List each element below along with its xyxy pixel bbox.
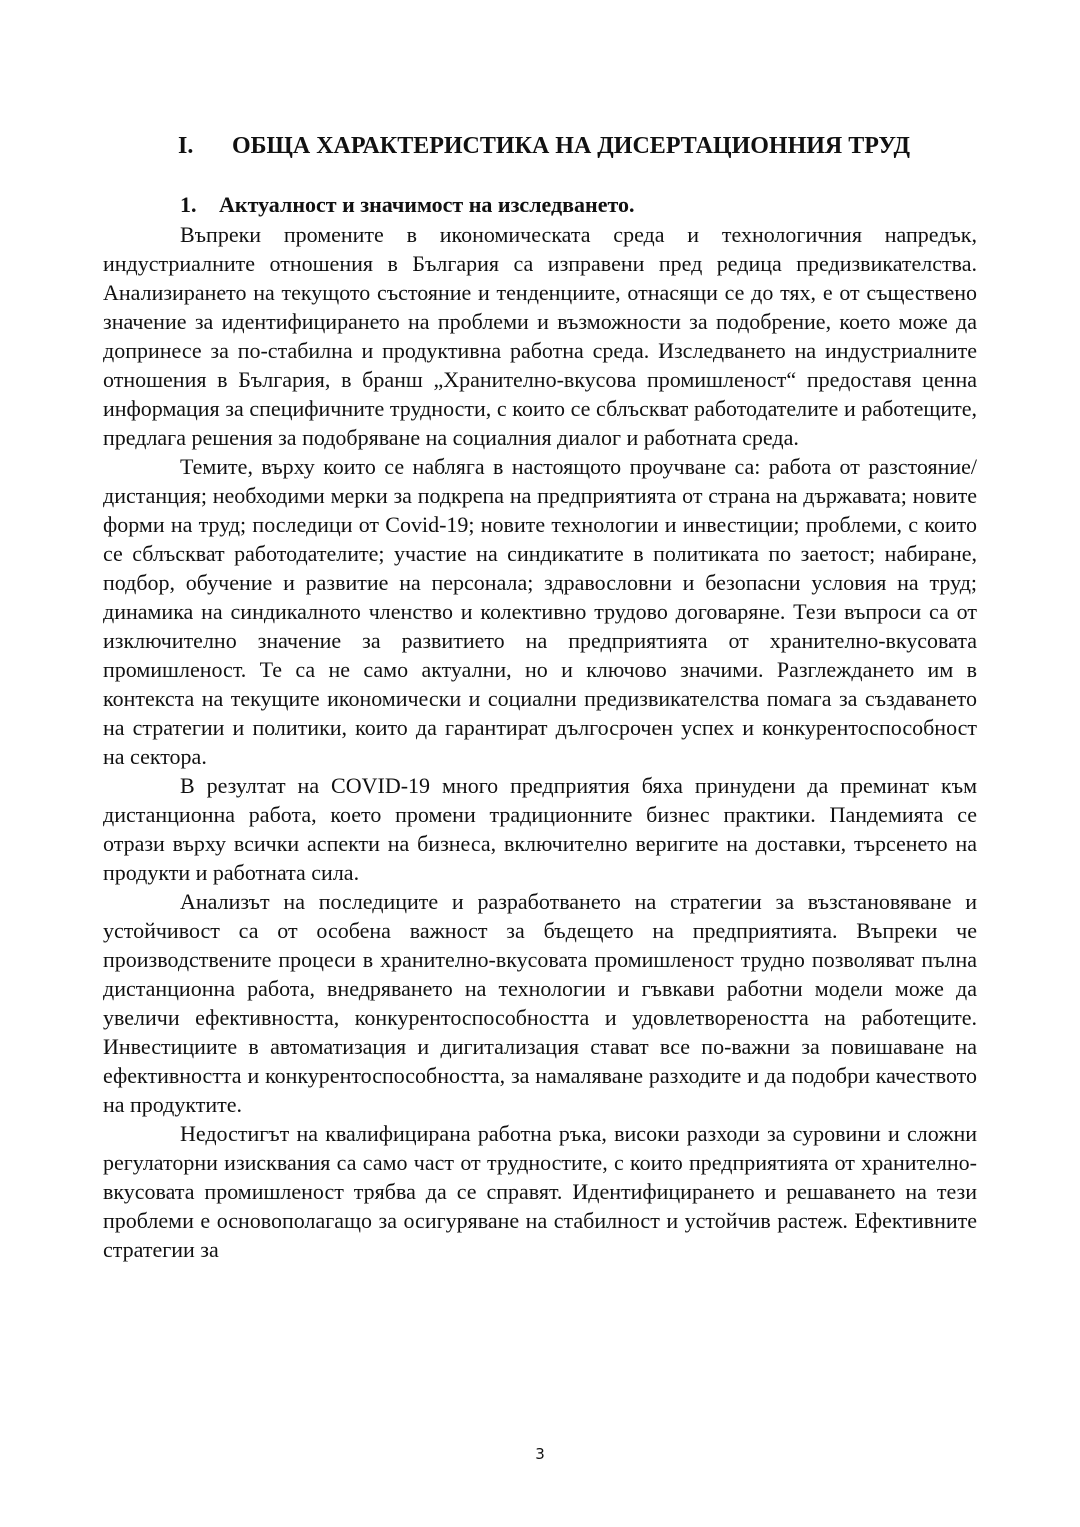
paragraph: Темите, върху които се набляга в настоящото проучване са: работа от разстояние/дистанция; необходими мерки за подкрепа на предприятията от страна на държавата; новите форми на труд; последици от Covid-19; новите технологии и инвестиции; проблеми, с които се сблъскват работодателите; участие на синдикатите в политиката по заетост; набиране, подбор, обучение и развитие на персонала; здравословни и безопасни условия на труд; динамика на синдикалното членство и колективно трудово договаряне. Тези въпроси са от изключително значение за развитието на предприятията от хранително-вкусовата промишленост. Те са не само актуални, но и ключово значими. Разглеждането им в контекста на текущите икономически и социални предизвикателства помага за създаването на стратегии и политики, които да гарантират дългосрочен успех и конкурентоспособност на сектора.: [103, 454, 977, 769]
section-heading: [180, 190, 980, 219]
section-number: 1.: [180, 192, 197, 217]
chapter-heading: [178, 130, 978, 162]
body-text: [103, 220, 977, 1264]
section-title: Актуалност и значимост на изследването.: [219, 192, 635, 217]
chapter-number: I.: [178, 133, 194, 159]
paragraph: В резултат на COVID-19 много предприятия бяха принудени да преминат към дистанционна работа, което промени традиционните бизнес практики. Пандемията се отрази върху всички аспекти на бизнеса, включително веригите на доставки, търсенето на продукти и работната сила.: [103, 773, 977, 885]
paragraph: Недостигът на квалифицирана работна ръка, високи разходи за суровини и сложни регулаторни изисквания са само част от трудностите, с които предприятията от хранително-вкусовата промишленост трябва да се справят. Идентифицирането и решаването на тези проблеми е основополагащо за осигуряване на стабилност и устойчив растеж. Ефективните стратегии за: [103, 1121, 977, 1262]
paragraph: Анализът на последиците и разработването на стратегии за възстановяване и устойчивост са от особена важност за бъдещето на предприятията. Въпреки че производствените процеси в хранително-вкусовата промишленост трудно позволяват пълна дистанционна работа, внедряването на технологии и гъвкави работни модели може да увеличи ефективността, конкурентоспособността и удовлетвореността на работещите. Инвестициите в автоматизация и дигитализация стават все по-важни за повишаване на ефективността и конкурентоспособността, за намаляване разходите и да подобри качеството на продуктите.: [103, 889, 977, 1117]
page-number: 3: [535, 1445, 545, 1463]
paragraph: Въпреки промените в икономическата среда и технологичния напредък, индустриалните отношения в България са изправени пред редица предизвикателства. Анализирането на текущото състояние и тенденциите, отнасящи се до тях, е от съществено значение за идентифицирането на проблеми и възможности за подобрение, което може да допринесе за по-стабилна и продуктивна работна среда. Изследването на индустриалните отношения в България, в бранш „Хранително-вкусова промишленост“ предоставя ценна информация за специфичните трудности, с които се сблъскват работодателите и работещите, предлага решения за подобряване на социалния диалог и работната среда.: [103, 222, 977, 450]
chapter-title: ОБЩА ХАРАКТЕРИСТИКА НА ДИСЕРТАЦИОННИЯ ТРУД: [232, 133, 911, 159]
